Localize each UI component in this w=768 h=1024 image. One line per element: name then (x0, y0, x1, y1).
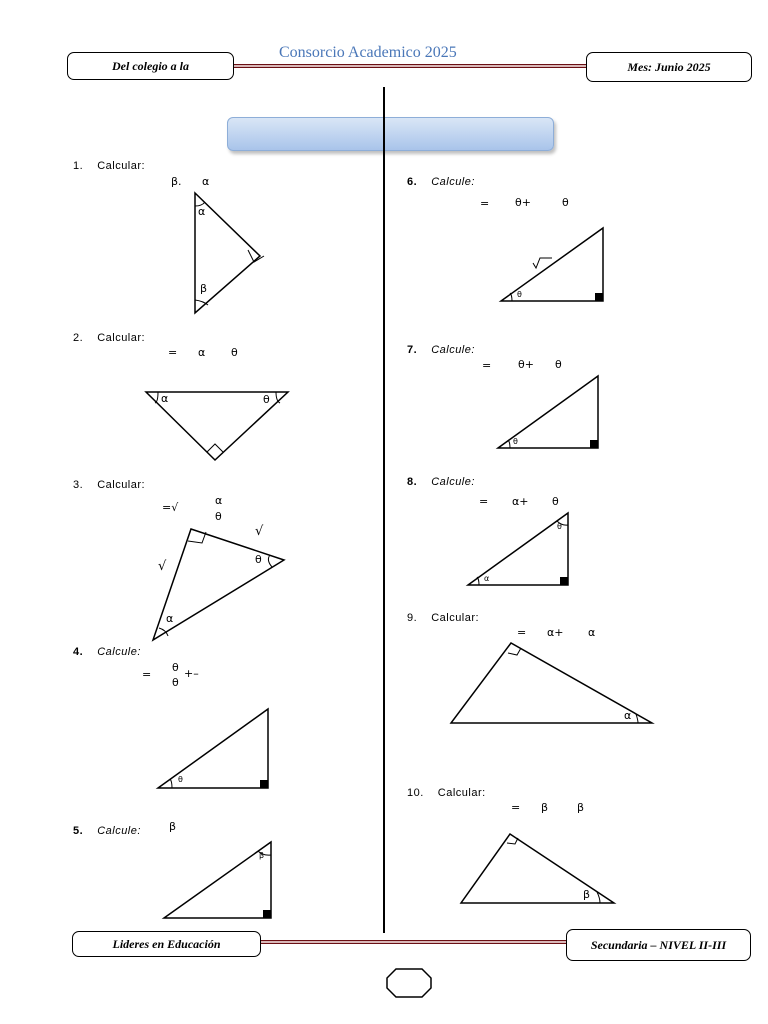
fig5-beta: β (259, 851, 265, 860)
footer-left-box: Lideres en Educación (72, 931, 261, 957)
exercise-4-label: 4. Calcule: (73, 646, 141, 658)
exercise-10-label: 10. Calcular: (407, 787, 486, 799)
fig2-theta: θ (263, 393, 270, 406)
exercise-2-expr-a: α (198, 346, 206, 359)
exercise-10-expr-eq: = (511, 801, 521, 814)
fig6-theta: θ (517, 290, 522, 299)
exercise-9-expr-a: α+ (547, 626, 564, 639)
exercise-7-expr-b: θ (555, 358, 562, 371)
fig2-alpha: α (161, 392, 169, 405)
fig7-theta: θ (513, 437, 518, 446)
page-number-octagon (386, 968, 432, 998)
exercise-2-label: 2. Calcular: (73, 332, 146, 344)
triangle-4 (158, 709, 268, 788)
exercise-6-label: 6. Calcule: (407, 176, 475, 188)
triangle-9 (451, 643, 652, 723)
triangle-1 (195, 193, 264, 313)
exercise-9-expr-eq: = (517, 626, 527, 639)
exercise-8-expr-b: θ (552, 495, 559, 508)
header-left-box: Del colegio a la (67, 52, 234, 80)
exercise-2-expr-b: θ (231, 346, 238, 359)
exercise-4-expr-eq: = (142, 668, 152, 681)
exercise-7-label: 7. Calcule: (407, 344, 475, 356)
fig9-alpha: α (624, 709, 632, 722)
exercise-1-expr-a: β. (171, 175, 182, 188)
exercise-5-label: 5. Calcule: (73, 825, 141, 837)
exercise-8-expr-a: α+ (512, 495, 529, 508)
exercise-1-label: 1. Calcular: (73, 160, 146, 172)
fig3-theta: θ (255, 553, 262, 566)
fig4-theta: θ (178, 775, 183, 784)
brand-title: Consorcio Academico 2025 (279, 44, 457, 61)
exercise-1-expr-b: α (202, 175, 210, 188)
fig1-alpha: α (198, 205, 206, 218)
exercise-6-expr-eq: = (480, 197, 490, 210)
exercise-8-expr-eq: = (479, 495, 489, 508)
exercise-9-label: 9. Calcular: (407, 612, 480, 624)
fig10-beta: β (583, 888, 591, 901)
exercise-10-expr-a: β (541, 801, 549, 814)
fig8-alpha: α (484, 574, 490, 583)
exercise-10-expr-b: β (577, 801, 585, 814)
exercise-3-expr-b: θ (215, 510, 222, 523)
exercise-8-label: 8. Calcule: (407, 476, 475, 488)
exercise-2-expr-eq: = (168, 346, 178, 359)
exercise-3-expr-eq: =√ (162, 501, 179, 514)
exercise-3-expr-a: α (215, 494, 223, 507)
exercise-9-expr-b: α (588, 626, 596, 639)
fig8-theta: θ (557, 522, 562, 531)
exercise-7-expr-eq: = (482, 359, 492, 372)
exercise-4-expr-b: θ (172, 676, 179, 689)
exercise-6-expr-b: θ (562, 196, 569, 209)
fig3-side-left: √ (158, 559, 167, 574)
footer-right-box: Secundaria – NIVEL II-III (566, 929, 751, 961)
footer-rule (261, 940, 567, 944)
fig1-beta: β (200, 282, 208, 295)
exercise-7-expr-a: θ+ (518, 358, 534, 371)
triangle-8 (468, 513, 568, 585)
triangle-10 (461, 834, 614, 903)
exercise-6-expr-a: θ+ (515, 196, 531, 209)
exercise-4-expr-c: +– (184, 667, 199, 680)
exercise-3-label: 3. Calcular: (73, 479, 146, 491)
exercise-4-expr-a: θ (172, 661, 179, 674)
triangle-5 (164, 842, 271, 918)
fig3-side-right: √ (255, 524, 264, 539)
header-right-box: Mes: Junio 2025 (586, 52, 752, 82)
fig3-alpha: α (166, 612, 174, 625)
exercise-5-expr: β (169, 820, 177, 833)
